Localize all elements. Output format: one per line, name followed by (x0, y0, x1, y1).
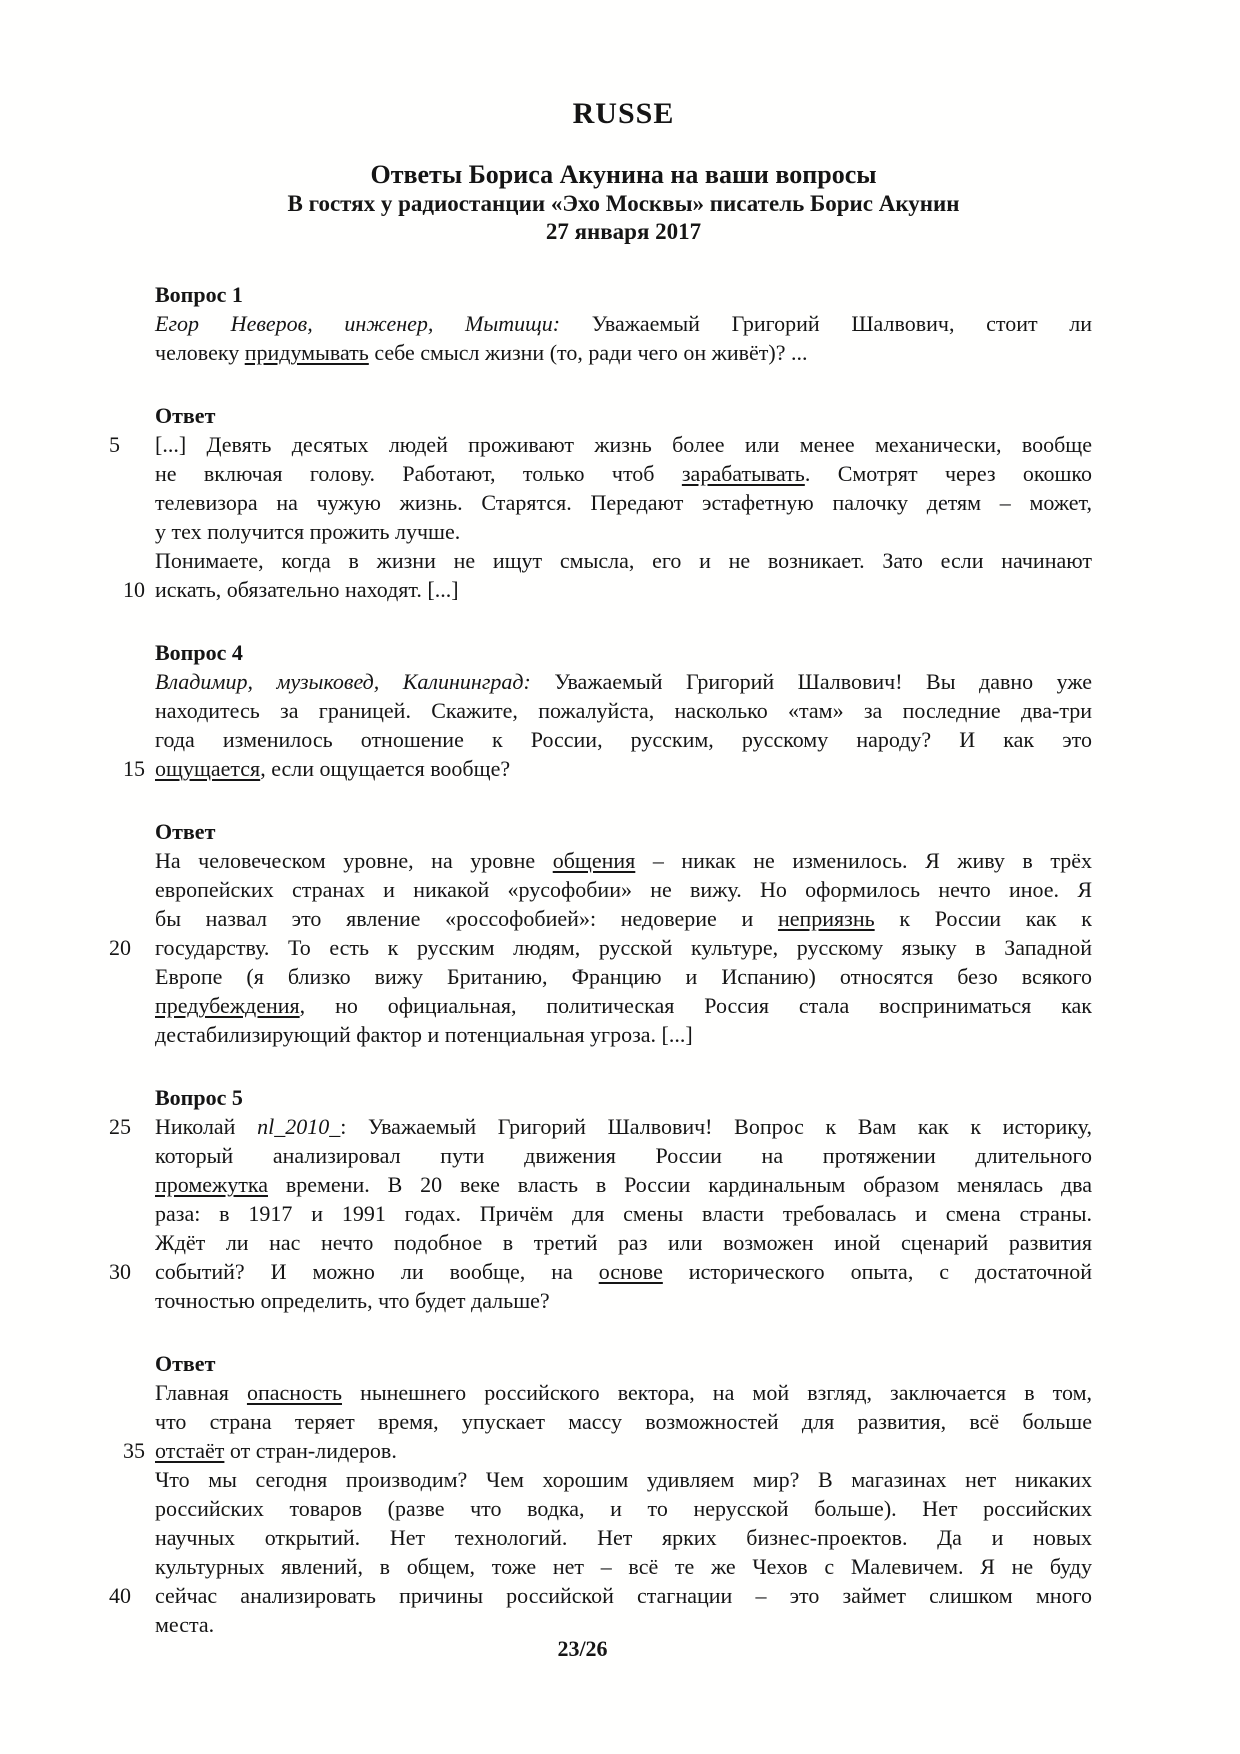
text-line (109, 933, 1092, 962)
text-line (155, 1141, 1092, 1170)
text-line (123, 575, 1092, 604)
text-line (155, 1170, 1092, 1199)
text-segment: у тех получится прожить лучше. (155, 519, 461, 544)
text-segment: европейских странах и никакой «русофобии» не вижу. Но оформилось нечто иное. Я (155, 877, 1092, 902)
italic-text: Владимир, музыковед, Калининград: (155, 669, 531, 694)
text-segment: телевизора на чужую жизнь. Старятся. Передают эстафетную палочку детям – может, (155, 490, 1092, 515)
underlined-word: неприязнь (777, 906, 875, 931)
text-line (155, 696, 1092, 725)
line-number: 15 (123, 756, 145, 781)
text-line (155, 962, 1092, 991)
text-line (155, 517, 1092, 546)
text-segment: российских товаров (разве что водка, и то нерусской больше). Нет российских (155, 1496, 1092, 1521)
page-content (109, 0, 1093, 1639)
underlined-word: промежутка (155, 1172, 268, 1197)
document-header (155, 0, 1092, 246)
text-line (155, 1523, 1092, 1552)
line-number: 30 (109, 1259, 131, 1284)
text-line (155, 459, 1092, 488)
text-segment: исторического опыта, с достаточной (662, 1259, 1092, 1284)
italic-text: nl_2010_ (257, 1114, 341, 1139)
line-number: 5 (109, 432, 120, 457)
text-segment: государству. То есть к русским людям, русской культуре, русскому языку в Западной (155, 935, 1092, 960)
text-line (155, 904, 1092, 933)
line-number: 10 (123, 577, 145, 602)
underlined-word: предубеждения (155, 993, 300, 1018)
text-segment: от стран-лидеров. (224, 1438, 397, 1463)
underlined-word: общения (552, 848, 636, 873)
text-segment: бы назвал это явление «россофобией»: недоверие и (155, 906, 778, 931)
text-segment: искать, обязательно находят. [...] (155, 577, 459, 602)
text-segment: раза: в 1917 и 1991 годах. Причём для смены власти требовалась и смена страны. (155, 1201, 1092, 1226)
document-title: Ответы Бориса Акунина на ваши вопросы (370, 160, 877, 189)
text-line (123, 754, 1092, 783)
text-segment: нынешнего российского вектора, на мой взгляд, заключается в том, (341, 1380, 1092, 1405)
text-segment: находитесь за границей. Скажите, пожалуйста, насколько «там» за последние два-три (155, 698, 1092, 723)
text-line (155, 1286, 1092, 1315)
text-segment: Понимаете, когда в жизни не ищут смысла, его и не возникает. Зато если начинают (155, 548, 1092, 573)
text-segment: научных открытий. Нет технологий. Нет ярких бизнес-проектов. Да и новых (155, 1525, 1092, 1550)
text-segment: что страна теряет время, упускает массу возможностей для развития, всё больше (155, 1409, 1092, 1434)
text-line (155, 488, 1092, 517)
text-segment: , если ощущается вообще? (260, 756, 511, 781)
document-date: 27 января 2017 (545, 219, 702, 244)
underlined-word: отстаёт (155, 1438, 225, 1463)
underlined-word: опасность (246, 1380, 342, 1405)
text-line (155, 846, 1092, 875)
text-segment: Николай (155, 1114, 258, 1139)
underlined-word: основе (598, 1259, 663, 1284)
page-number: 23/26 (557, 1636, 608, 1661)
text-segment: года изменилось отношение к России, русским, русскому народу? И как это (155, 727, 1092, 752)
document-body (109, 280, 1093, 1639)
text-segment: к России как к (874, 906, 1092, 931)
text-line (155, 1407, 1092, 1436)
text-segment: человеку (155, 340, 245, 365)
text-line (155, 667, 1092, 696)
text-line (109, 1581, 1092, 1610)
text-line (155, 1610, 1092, 1639)
underlined-word: зарабатывать (681, 461, 805, 486)
line-number: 35 (123, 1438, 145, 1463)
text-segment: Ждёт ли нас нечто подобное в третий раз или возможен иной сценарий развития (155, 1230, 1092, 1255)
line-number: 40 (109, 1583, 131, 1608)
text-segment: Уважаемый Григорий Шалвович! Вы давно уже (530, 669, 1092, 694)
underlined-word: придумывать (244, 340, 369, 365)
text-line (155, 1378, 1092, 1407)
text-line (155, 991, 1092, 1020)
text-line (109, 430, 1092, 459)
text-line (123, 1436, 1092, 1465)
italic-text: Егор Неверов, инженер, Мытищи: (155, 311, 561, 336)
text-segment: – никак не изменилось. Я живу в трёх (635, 848, 1092, 873)
section-heading: Ответ (155, 403, 216, 428)
text-line (155, 1228, 1092, 1257)
text-line (155, 1494, 1092, 1523)
text-segment: времени. В 20 веке власть в России кардинальным образом менялась два (267, 1172, 1092, 1197)
text-segment: который анализировал пути движения России на протяжении длительного (155, 1143, 1092, 1168)
text-line (155, 546, 1092, 575)
text-segment: событий? И можно ли вообще, на (155, 1259, 599, 1284)
text-line (155, 1199, 1092, 1228)
section-heading: Ответ (155, 819, 216, 844)
section-heading: Вопрос 5 (155, 1085, 243, 1110)
text-segment: не включая голову. Работают, только чтоб (155, 461, 682, 486)
text-segment: Что мы сегодня производим? Чем хорошим удивляем мир? В магазинах нет никаких (155, 1467, 1092, 1492)
text-segment: сейчас анализировать причины российской стагнации – это займет слишком много (155, 1583, 1092, 1608)
text-line (155, 1465, 1092, 1494)
text-segment: Главная (155, 1380, 247, 1405)
text-line (155, 725, 1092, 754)
text-segment: [...] Девять десятых людей проживают жизнь более или менее механически, вообще (155, 432, 1092, 457)
course-title: RUSSE (572, 97, 675, 130)
section-heading: Вопрос 4 (155, 640, 243, 665)
document-subtitle: В гостях у радиостанции «Эхо Москвы» писатель Борис Акунин (287, 191, 960, 216)
text-line (155, 1020, 1092, 1049)
text-line (155, 338, 1092, 367)
text-line (155, 875, 1092, 904)
text-segment: , но официальная, политическая Россия стала восприниматься как (299, 993, 1092, 1018)
text-line (109, 1112, 1092, 1141)
text-segment: Европе (я близко вижу Британию, Францию и Испанию) относятся безо всякого (155, 964, 1092, 989)
section-heading: Вопрос 1 (155, 282, 243, 307)
text-segment: точностью определить, что будет дальше? (155, 1288, 550, 1313)
text-line (155, 1552, 1092, 1581)
section-heading: Ответ (155, 1351, 216, 1376)
underlined-word: ощущается (155, 756, 261, 781)
text-segment: . Смотрят через окошко (804, 461, 1093, 486)
line-number: 25 (109, 1114, 131, 1139)
text-segment: места. (155, 1612, 215, 1637)
text-line (155, 309, 1092, 338)
text-segment: дестабилизирующий фактор и потенциальная угроза. [...] (155, 1022, 693, 1047)
line-number: 20 (109, 935, 131, 960)
text-line (109, 1257, 1092, 1286)
text-segment: На человеческом уровне, на уровне (155, 848, 553, 873)
text-segment: : Уважаемый Григорий Шалвович! Вопрос к Вам как к историку, (340, 1114, 1092, 1139)
text-segment: Уважаемый Григорий Шалвович, стоит ли (560, 311, 1092, 336)
text-segment: себе смысл жизни (то, ради чего он живёт)? ... (368, 340, 808, 365)
text-segment: культурных явлений, в общем, тоже нет – всё те же Чехов с Малевичем. Я не буду (155, 1554, 1092, 1579)
